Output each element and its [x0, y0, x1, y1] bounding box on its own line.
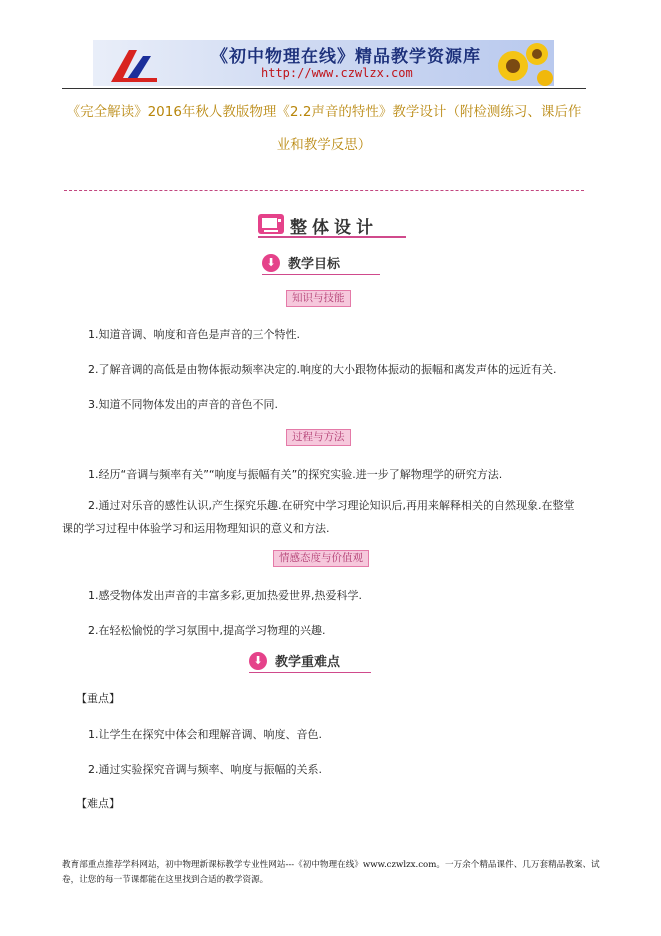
site-logo-icon — [107, 46, 163, 84]
label-important: 【重点】 — [76, 692, 120, 705]
subheader-title: 教学重难点 — [275, 655, 341, 670]
list-item: 2.通过实验探究音调与频率、响度与振幅的关系. — [88, 763, 322, 776]
subheader-teaching-goals — [262, 253, 380, 277]
list-item: 3.知道不同物体发出的声音的音色不同. — [88, 398, 278, 411]
list-item: 2.通过对乐音的感性认识,产生探究乐趣.在研究中学习理论知识后,再用来解释相关的自然现象.在整堂课的学习过程中体验学习和运用物理知识的意义和方法. — [62, 499, 575, 535]
page-footer: 教育部重点推荐学科网站，初中物理新课标教学专业性网站---《初中物理在线》www.czwlzx.com。一万余个精品课件、几万套精品教案、试卷，让您的每一节课都能在这里找到合适的教学资源。 — [62, 860, 600, 885]
tag-knowledge: 知识与技能 — [286, 290, 351, 307]
subheader-underline — [262, 274, 380, 275]
list-item: 2.了解音调的高低是由物体振动频率决定的.响度的大小跟物体振动的振幅和离发声体的远近有关. — [88, 363, 557, 376]
tag-emotion: 情感态度与价值观 — [273, 550, 369, 567]
sunflower-icon — [491, 40, 553, 86]
monitor-icon — [258, 214, 284, 234]
dashed-divider — [64, 190, 584, 191]
arrow-down-icon: ⬇ — [262, 254, 280, 272]
header-divider — [62, 88, 586, 89]
banner-url[interactable]: http://www.czwlzx.com — [261, 66, 413, 80]
list-item: 2.在轻松愉悦的学习氛围中,提高学习物理的兴趣. — [88, 624, 326, 637]
subheader-title: 教学目标 — [288, 257, 341, 272]
list-item: 1.知道音调、响度和音色是声音的三个特性. — [88, 328, 300, 341]
label-difficult: 【难点】 — [76, 797, 120, 810]
document-title: 《完全解读》2016年秋人教版物理《2.2声音的特性》教学设计（附检测练习、课后作业和教学反思） — [66, 104, 582, 153]
banner-title: 《初中物理在线》精品教学资源库 — [211, 47, 481, 67]
header-banner — [93, 40, 554, 86]
list-item: 1.经历“音调与频率有关”“响度与振幅有关”的探究实验.进一步了解物理学的研究方法. — [88, 468, 503, 481]
list-item: 1.让学生在探究中体会和理解音调、响度、音色. — [88, 728, 322, 741]
section-underline — [258, 236, 406, 238]
subheader-key-points — [249, 651, 371, 675]
list-item: 1.感受物体发出声音的丰富多彩,更加热爱世界,热爱科学. — [88, 589, 362, 602]
section-title: 整体设计 — [290, 218, 378, 238]
tag-process: 过程与方法 — [286, 429, 351, 446]
section-header-overall-design — [258, 212, 406, 240]
subheader-underline — [249, 672, 371, 673]
arrow-down-icon: ⬇ — [249, 652, 267, 670]
